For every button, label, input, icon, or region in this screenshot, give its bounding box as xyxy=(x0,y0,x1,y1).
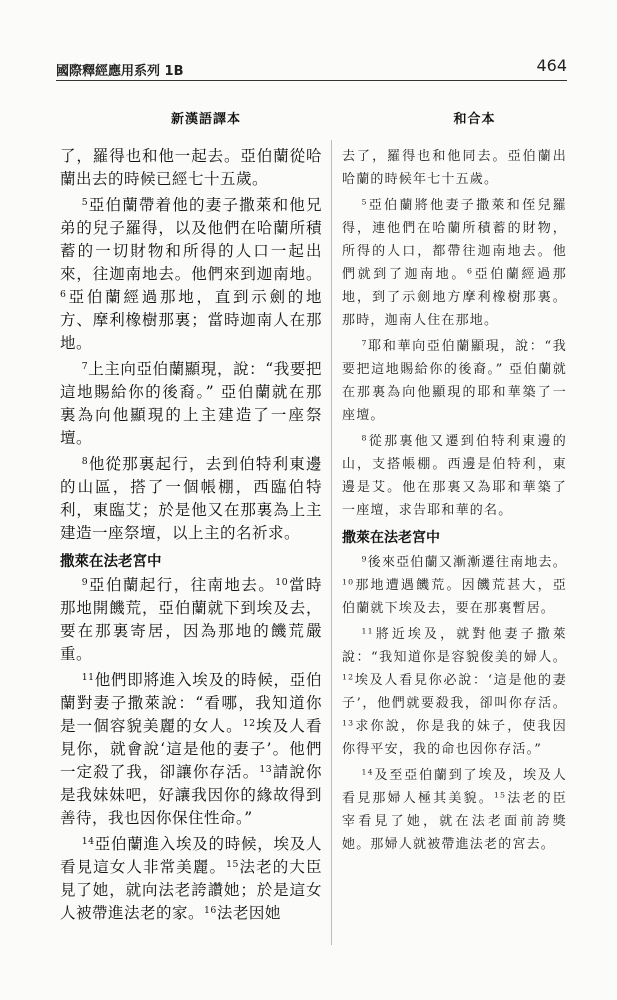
verse-number: 15 xyxy=(493,790,507,800)
verse-paragraph: 了，羅得也和他一起去。亞伯蘭從哈蘭出去的時候已經七十五歲。 xyxy=(60,147,322,188)
verse-number: 13 xyxy=(342,718,355,728)
verse-number: 14 xyxy=(361,767,374,777)
verse-paragraph: $^7$上主向亞伯蘭顯現，說：“我要把這地賜給你的後裔。” 亞伯蘭就在那裏為向他顯現的上主建造了一座祭壇。 xyxy=(60,360,322,447)
verse-number: 16 xyxy=(204,904,217,916)
verse-paragraph: $^{11}$他們即將進入埃及的時候，亞伯蘭對妻子撒萊說：“看哪，我知道你是一個容貌美麗的女人。$^{12}$埃及人看見你，就會說‘這是他的妻子’。他們一定殺了我，卻讓你存活。$^{13}$請說你是我妹妹吧，好讓我因你的緣故得到善待，我也因你保住性命。” xyxy=(60,671,322,827)
series-title: 國際釋經應用系列 1B xyxy=(56,64,184,79)
page-number: 464 xyxy=(536,56,567,75)
verse-number: 13 xyxy=(259,763,273,775)
verse-paragraph: $^{11}$將近埃及，就對他妻子撒萊說：“我知道你是容貌俊美的婦人。$^{12}$埃及人看見你必說：‘這是他的妻子’，他們就要殺我，卻叫你存活。$^{13}$求你說，你是我的妹子，使我因你得平安，我的命也因你存活。” xyxy=(342,626,567,757)
verse-number: 8 xyxy=(361,433,368,443)
verse-number: 12 xyxy=(342,672,355,682)
verse-number: 10 xyxy=(275,576,289,588)
verse-paragraph: $^9$後來亞伯蘭又漸漸遷往南地去。$^{10}$那地遭遇饑荒。因饑荒甚大，亞伯蘭就下埃及去，要在那裏暫居。 xyxy=(342,554,567,616)
verse-number: 15 xyxy=(226,858,239,870)
verse-paragraph: $^8$從那裏他又遷到伯特利東邊的山，支搭帳棚。西邊是伯特利，東邊是艾。他在那裏又為耶和華築了一座壇，求告耶和華的名。 xyxy=(342,433,567,518)
verse-number: 7 xyxy=(81,360,89,372)
verse-paragraph: $^9$亞伯蘭起行，往南地去。$^{10}$當時那地開饑荒，亞伯蘭就下到埃及去，要在那裏寄居，因為那地的饑荒嚴重。 xyxy=(60,576,322,663)
verse-number: 12 xyxy=(242,717,256,729)
verse-number: 6 xyxy=(467,266,474,276)
verse-paragraph: $^5$亞伯蘭將他妻子撒萊和侄兒羅得，連他們在哈蘭所積蓄的財物，所得的人口，都帶往迦南地去。他們就到了迦南地。$^6$亞伯蘭經過那地，到了示劍地方摩利橡樹那裏。那時，迦南人住在那地。 xyxy=(342,197,567,328)
verse-paragraph: $^{14}$亞伯蘭進入埃及的時候，埃及人看見這女人非常美麗。$^{15}$法老的大臣見了她，就向法老誇讚她；於是這女人被帶進法老的家。$^{16}$法老因她 xyxy=(60,835,322,922)
column-chinese-union-version xyxy=(342,108,567,859)
verse-number: 5 xyxy=(361,197,368,207)
verse-number: 14 xyxy=(81,835,95,847)
column-title: 新漢語譯本 xyxy=(170,112,241,127)
section-heading: 撒萊在法老宮中 xyxy=(342,530,440,546)
verse-number: 8 xyxy=(81,455,89,467)
verse-number: 9 xyxy=(81,576,89,588)
verse-number: 10 xyxy=(342,577,355,587)
verse-paragraph: $^8$他從那裏起行，去到伯特利東邊的山區，搭了一個帳棚，西臨伯特利，東臨艾；於是他又在那裏為上主建造一座祭壇，以上主的名祈求。 xyxy=(60,455,322,542)
verse-paragraph: $^7$耶和華向亞伯蘭顯現，說：“我要把這地賜給你的後裔。” 亞伯蘭就在那裏為向他顯現的耶和華築了一座壇。 xyxy=(342,338,567,423)
column-divider xyxy=(331,140,332,945)
verse-number: 5 xyxy=(81,196,89,208)
verse-number: 11 xyxy=(361,626,374,636)
verse-paragraph: $^5$亞伯蘭帶着他的妻子撒萊和他兄弟的兒子羅得，以及他們在哈蘭所積蓄的一切財物和所得的人口一起出來，往迦南地去。他們來到迦南地。$^6$亞伯蘭經過那地，直到示劍的地方、摩利橡樹那裏；當時迦南人在那地。 xyxy=(60,196,322,352)
verse-number: 11 xyxy=(81,671,95,683)
verse-paragraph: 去了，羅得也和他同去。亞伯蘭出哈蘭的時候年七十五歲。 xyxy=(342,149,567,187)
running-header xyxy=(56,50,567,81)
column-new-chinese-version xyxy=(60,108,322,928)
section-heading: 撒萊在法老宮中 xyxy=(60,554,162,570)
verse-number: 6 xyxy=(60,288,67,300)
verse-paragraph: $^{14}$及至亞伯蘭到了埃及，埃及人看見那婦人極其美貌。$^{15}$法老的臣宰看見了她，就在法老面前誇獎她。那婦人就被帶進法老的宮去。 xyxy=(342,767,567,852)
column-title: 和合本 xyxy=(453,112,496,127)
verse-number: 9 xyxy=(361,554,368,564)
verse-number: 7 xyxy=(361,338,368,348)
